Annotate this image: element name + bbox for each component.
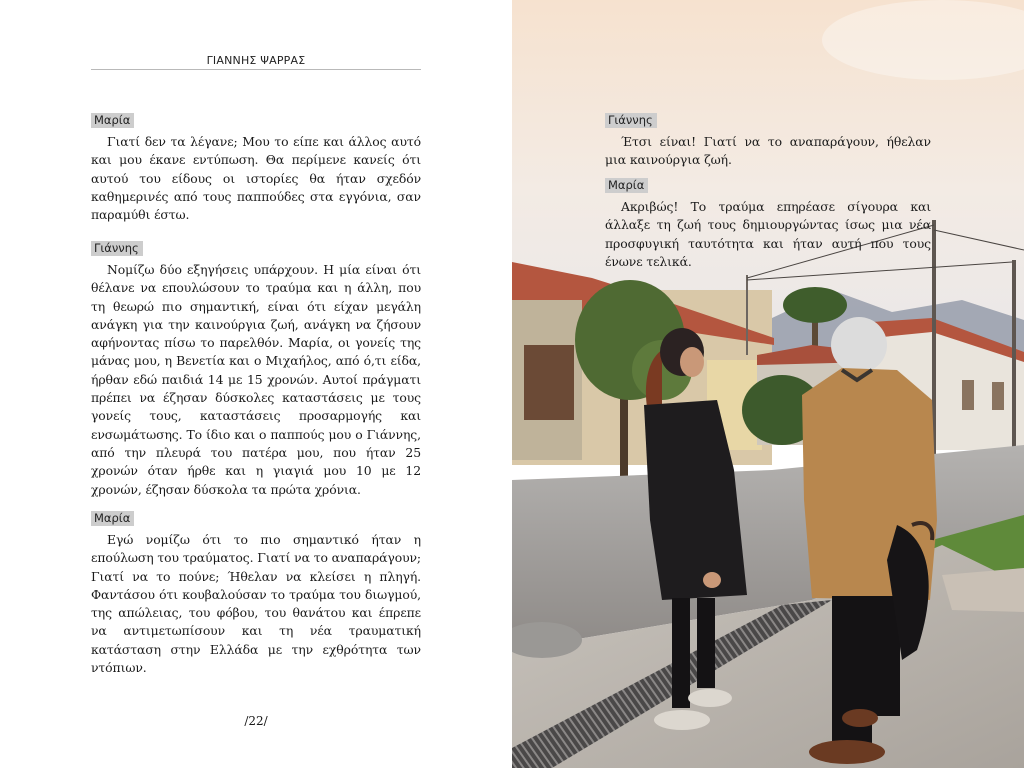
pavers: [942, 568, 1024, 612]
speaker-tag: Μαρία: [91, 113, 134, 128]
page-number: /22/: [244, 714, 268, 728]
window: [962, 380, 974, 410]
running-head: ΓΙΑΝΝΗΣ ΨΑΡΡΑΣ: [206, 54, 306, 67]
header-rule: [91, 69, 421, 70]
dialogue-text: Γιατί δεν τα λέγανε; Μου το είπε και άλλος αυτό και μου έκανε εντύπωση. Θα περίμενε κανείς ότι αυτού του είδους οι ιστορίες θα ήταν σχεδόν καθημερινές από τους παππούδες στα εγγόνια, σαν παραμύθι έστω.: [91, 134, 421, 223]
dialogue-text: Έτσι είναι! Γιατί να το αναπαράγουν, ήθελαν μια καινούργια ζωή.: [605, 134, 931, 168]
speaker-tag: Γιάννης: [91, 241, 143, 256]
dialogue-entry: [91, 507, 421, 677]
dialogue-text: Νομίζω δύο εξηγήσεις υπάρχουν. Η μία είναι ότι θέλανε να επουλώσουν το τραύμα και η άλλη, που τη θεωρώ πιο σημαντική, είναι ότι είχαν μεγάλη ανάγκη για την καινούργια ζωή, ανάγκη να ζήσουν αφήνοντας πίσω το παρελθόν. Μαρία, οι γονείς της μάνας μου, η Βενετία και ο Μιχαήλος, από ό,τι είδα, ήρθαν εδώ παιδιά 14 με 15 χρονών. Αυτοί πράγματι πρέπει να έζησαν δύσκολες καταστάσεις με τους γονείς τους, καταστάσεις προσαρμογής και ενσωμάτωσης. Το ίδιο και ο παππούς μου ο Γιάννης, από την πλευρά του πατέρα μου, που ήταν 25 χρονών όταν ήρθε και η γιαγιά μου 10 με 12 χρονών, έζησαν δύσκολα τα πρώτα χρόνια.: [91, 262, 421, 497]
dialogue-entry: [605, 109, 931, 170]
window-shutter: [524, 345, 574, 420]
speaker-tag: Γιάννης: [605, 113, 657, 128]
right-page: [512, 0, 1024, 768]
dialogue-text: Εγώ νομίζω ότι το πιο σημαντικό ήταν η επούλωση του τραύματος. Γιατί να το αναπαράγουν; Γιατί να το πούνε; Ήθελαν να κλείσει η πληγή. Φαντάσου ότι κουβαλούσαν το τραύμα του διωγμού, της απώλειας, του φόβου, του θανάτου και έπρεπε να αντιμετωπίσουν και τη νέα τραυματική κατάσταση στην Ελλάδα με την εχθρότητα των ντόπιων.: [91, 532, 422, 676]
dialogue-entry: [605, 174, 931, 271]
window: [992, 382, 1004, 410]
speaker-tag: Μαρία: [91, 511, 134, 526]
dialogue-text: Ακριβώς! Το τραύμα επηρέασε σίγουρα και άλλαξε τη ζωή τους δημιουργώντας ίσως μια νέα προσφυγική ταυτότητα και ήταν αυτή που τους ένωνε τελικά.: [605, 199, 931, 269]
utility-pole: [746, 275, 748, 355]
utility-pole: [1012, 260, 1016, 460]
speaker-tag: Μαρία: [605, 178, 648, 193]
palm-leaves: [783, 287, 847, 323]
dialogue-entry: [91, 237, 421, 499]
dialogue-entry: [91, 109, 421, 224]
